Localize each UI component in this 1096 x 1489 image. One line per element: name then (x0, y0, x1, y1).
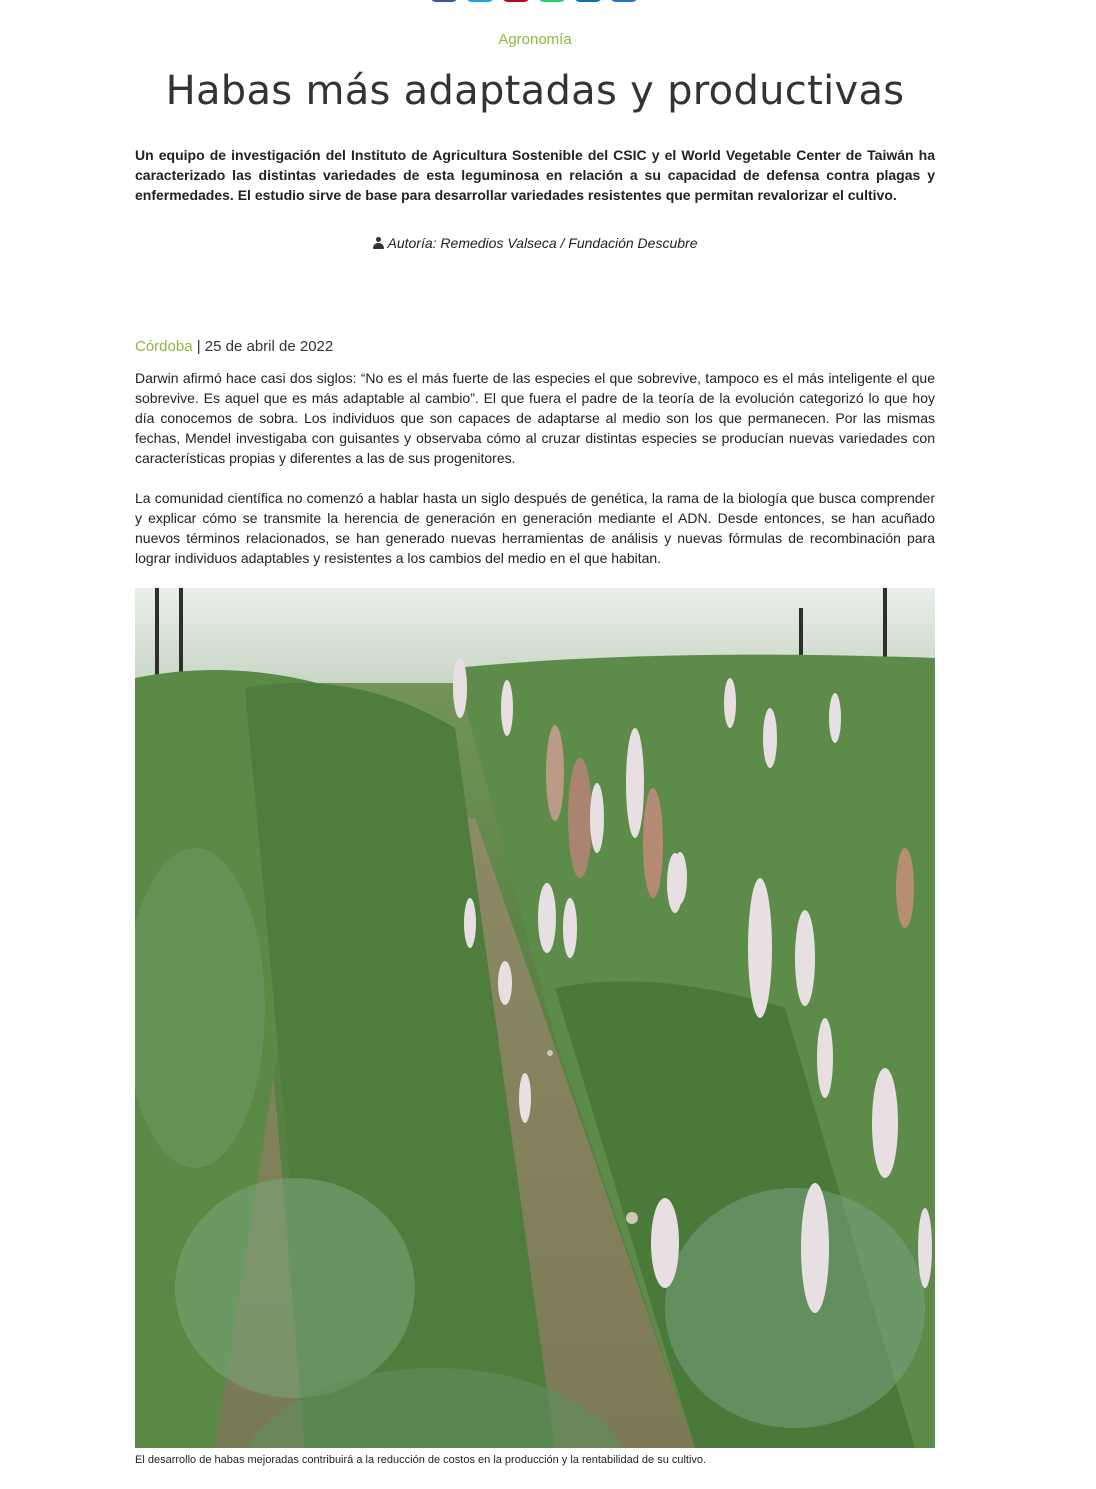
twitter-icon[interactable] (466, 0, 494, 2)
place-link[interactable]: Córdoba (135, 338, 193, 355)
email-icon[interactable] (610, 0, 638, 2)
user-icon (373, 237, 384, 249)
article-photo (135, 588, 935, 1448)
photo-caption: El desarrollo de habas mejoradas contribuirá a la reducción de costos en la producción y la rentabilidad de su cultivo. (135, 1454, 707, 1466)
linkedin-icon[interactable] (574, 0, 602, 2)
facebook-icon[interactable] (430, 0, 458, 2)
share-bar (430, 0, 638, 2)
body-paragraph: La comunidad científica no comenzó a hablar hasta un siglo después de genética, la rama de la biología que busca comprender y explicar cómo se transmite la herencia de generación en generación mediante el ADN. Desde entonces, se han acuñado nuevos términos relacionados, se han generado nuevas herramientas de análisis y nuevas fórmulas de recombinación para lograr individuos adaptables y resistentes a los cambios del medio en el que habitan. (135, 490, 935, 566)
author-text: Autoría: Remedios Valseca / Fundación Descubre (387, 235, 698, 251)
body-paragraph: Darwin afirmó hace casi dos siglos: “No es el más fuerte de las especies el que sobrevive, tampoco es el más inteligente el que sobrevive. Es aquel que es más adaptable al cambio”. El que fuera el padre de la teoría de la evolución categorizó lo que hoy día conocemos de sobra. Los individuos que son capaces de adaptarse al medio son los que permanecen. Por las mismas fechas, Mendel investigaba con guisantes y observaba cómo al cruzar distintas especies se producían nuevas variedades con características propias y diferentes a las de sus progenitores. (135, 370, 935, 466)
article-lead: Un equipo de investigación del Instituto de Agricultura Sostenible del CSIC y el World Vegetable Center de Taiwán ha caracterizado las distintas variedades de esta leguminosa en relación a su capacidad de defensa contra plagas y enfermedades. El estudio sirve de base para desarrollar variedades resistentes que permitan revalorizar el cultivo. (135, 147, 935, 203)
author-line (0, 235, 1070, 251)
pinterest-icon[interactable] (502, 0, 530, 2)
dateline (135, 338, 333, 355)
publish-date: 25 de abril de 2022 (204, 338, 334, 355)
whatsapp-icon[interactable] (538, 0, 566, 2)
article-title: Habas más adaptadas y productivas (165, 68, 905, 114)
dateline-separator: | (192, 338, 205, 355)
category-link[interactable]: Agronomía (498, 31, 572, 48)
